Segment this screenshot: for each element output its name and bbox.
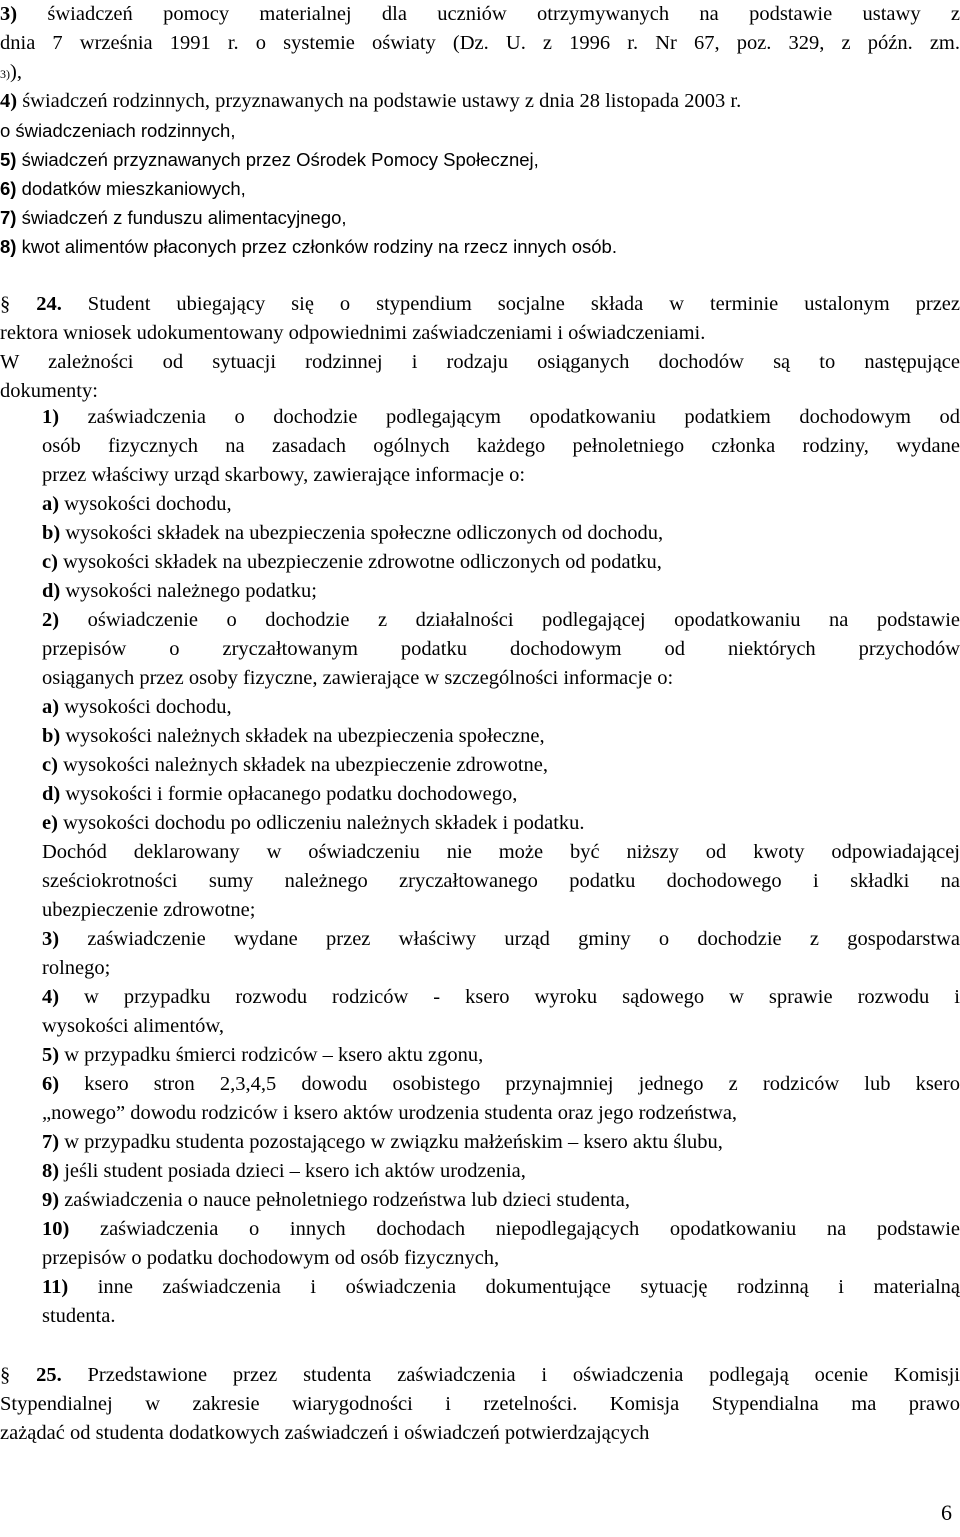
list-item: osiąganych przez osoby fizyczne, zawierające w szczególności informacje o: bbox=[42, 667, 674, 689]
item-number: 1) bbox=[42, 406, 60, 428]
section-24-line: dokumenty: bbox=[0, 380, 98, 402]
list-item: o świadczeniach rodzinnych, bbox=[0, 120, 236, 141]
list-item: 11) inne zaświadczenia i oświadczenia dokumentujące sytuację rodzinną i materialną bbox=[42, 1276, 960, 1298]
list-item: 6) dodatków mieszkaniowych, bbox=[0, 178, 246, 199]
list-item: 5) w przypadku śmierci rodziców – ksero aktu zgonu, bbox=[42, 1044, 484, 1066]
item-number: 10) bbox=[42, 1218, 70, 1240]
item-number: a) bbox=[42, 696, 60, 718]
item-number: b) bbox=[42, 725, 61, 747]
list-item: ubezpieczenie zdrowotne; bbox=[42, 899, 256, 921]
item-number: 11) bbox=[42, 1276, 69, 1298]
text-line: 3)), bbox=[0, 61, 22, 83]
list-item: 10) zaświadczenia o innych dochodach niepodlegających opodatkowaniu na podstawie bbox=[42, 1218, 960, 1240]
paragraph-sign: § bbox=[0, 293, 11, 315]
section-number: 25. bbox=[36, 1364, 62, 1386]
list-item: a) wysokości dochodu, bbox=[42, 696, 232, 718]
list-item: c) wysokości składek na ubezpieczenie zdrowotne odliczonych od podatku, bbox=[42, 551, 662, 573]
list-item: 7) w przypadku studenta pozostającego w związku małżeńskim – ksero aktu ślubu, bbox=[42, 1131, 723, 1153]
item-number: c) bbox=[42, 551, 58, 573]
list-item: osób fizycznych na zasadach ogólnych każdego pełnoletniego członka rodziny, wydane bbox=[42, 435, 960, 457]
list-item: przepisów o zryczałtowanym podatku dochodowym od niektórych przychodów bbox=[42, 638, 960, 660]
list-item: 1) zaświadczenia o dochodzie podlegającym opodatkowaniu podatkiem dochodowym od bbox=[42, 406, 960, 428]
list-item: sześciokrotności sumy należnego zryczałtowanego podatku dochodowego i składki na bbox=[42, 870, 960, 892]
page-number: 6 bbox=[941, 1500, 952, 1525]
list-item: 9) zaświadczenia o nauce pełnoletniego rodzeństwa lub dzieci studenta, bbox=[42, 1189, 630, 1211]
list-item: c) wysokości należnych składek na ubezpieczenie zdrowotne, bbox=[42, 754, 549, 776]
list-item: 8) jeśli student posiada dzieci – ksero ich aktów urodzenia, bbox=[42, 1160, 526, 1182]
item-number: a) bbox=[42, 493, 60, 515]
section-25-line: Stypendialnej w zakresie wiarygodności i rzetelności. Komisja Stypendialna ma prawo bbox=[0, 1393, 960, 1415]
list-item: 6) ksero stron 2,3,4,5 dowodu osobistego przynajmniej jednego z rodziców lub ksero bbox=[42, 1073, 960, 1095]
item-number: 4) bbox=[42, 986, 60, 1008]
list-item: 8) kwot alimentów płaconych przez członków rodziny na rzecz innych osób. bbox=[0, 236, 617, 257]
item-number: d) bbox=[42, 580, 61, 602]
item-number: 3) bbox=[42, 928, 60, 950]
item-number: 9) bbox=[42, 1189, 60, 1211]
list-item: b) wysokości należnych składek na ubezpieczenia społeczne, bbox=[42, 725, 545, 747]
list-item: d) wysokości i formie opłacanego podatku dochodowego, bbox=[42, 783, 518, 805]
list-item: a) wysokości dochodu, bbox=[42, 493, 232, 515]
list-item: b) wysokości składek na ubezpieczenia społeczne odliczonych od dochodu, bbox=[42, 522, 664, 544]
list-item: Dochód deklarowany w oświadczeniu nie może być niższy od kwoty odpowiadającej bbox=[42, 841, 960, 863]
section-24-line: rektora wniosek udokumentowany odpowiednimi zaświadczeniami i oświadczeniami. bbox=[0, 322, 706, 344]
list-item: wysokości alimentów, bbox=[42, 1015, 225, 1037]
item-number: 2) bbox=[42, 609, 60, 631]
list-item: 7) świadczeń z funduszu alimentacyjnego, bbox=[0, 207, 347, 228]
list-item: 2) oświadczenie o dochodzie z działalności podlegającej opodatkowaniu na podstawie bbox=[42, 609, 960, 631]
list-item: 5) świadczeń przyznawanych przez Ośrodek Pomocy Społecznej, bbox=[0, 149, 539, 170]
section-25-line: § 25. Przedstawione przez studenta zaświadczenia i oświadczenia podlegają ocenie Komisji bbox=[0, 1364, 960, 1386]
item-number: 8) bbox=[42, 1160, 60, 1182]
text-line: 3) świadczeń pomocy materialnej dla uczniów otrzymywanych na podstawie ustawy z bbox=[0, 3, 960, 25]
list-item: rolnego; bbox=[42, 957, 111, 979]
text-line: 4) świadczeń rodzinnych, przyznawanych na podstawie ustawy z dnia 28 listopada 2003 r. bbox=[0, 90, 742, 112]
section-25-line: zażądać od studenta dodatkowych zaświadczeń i oświadczeń potwierdzających bbox=[0, 1422, 650, 1444]
item-number: c) bbox=[42, 754, 58, 776]
list-item: przez właściwy urząd skarbowy, zawierające informacje o: bbox=[42, 464, 526, 486]
list-item: studenta. bbox=[42, 1305, 116, 1327]
text-line: dnia 7 września 1991 r. o systemie oświaty (Dz. U. z 1996 r. Nr 67, poz. 329, z późn. zm. bbox=[0, 32, 960, 54]
item-number: b) bbox=[42, 522, 61, 544]
item-number: d) bbox=[42, 783, 61, 805]
list-item: d) wysokości należnego podatku; bbox=[42, 580, 317, 602]
item-number: 7) bbox=[42, 1131, 60, 1153]
item-number: e) bbox=[42, 812, 58, 834]
list-item: przepisów o podatku dochodowym od osób fizycznych, bbox=[42, 1247, 500, 1269]
section-24-line: W zależności od sytuacji rodzinnej i rodzaju osiąganych dochodów są to następujące bbox=[0, 351, 960, 373]
section-24-line: § 24. Student ubiegający się o stypendium socjalne składa w terminie ustalonym przez bbox=[0, 293, 960, 315]
item-number: 6) bbox=[42, 1073, 60, 1095]
paragraph-sign: § bbox=[0, 1364, 11, 1386]
list-item: e) wysokości dochodu po odliczeniu należnych składek i podatku. bbox=[42, 812, 585, 834]
list-item: 3) zaświadczenie wydane przez właściwy urząd gminy o dochodzie z gospodarstwa bbox=[42, 928, 960, 950]
footnote-ref: 3) bbox=[0, 67, 10, 81]
section-number: 24. bbox=[36, 293, 62, 315]
item-number: 5) bbox=[42, 1044, 60, 1066]
list-item: 4) w przypadku rozwodu rodziców - ksero wyroku sądowego w sprawie rozwodu i bbox=[42, 986, 960, 1008]
list-item: „nowego” dowodu rodziców i ksero aktów urodzenia studenta oraz jego rodzeństwa, bbox=[42, 1102, 738, 1124]
